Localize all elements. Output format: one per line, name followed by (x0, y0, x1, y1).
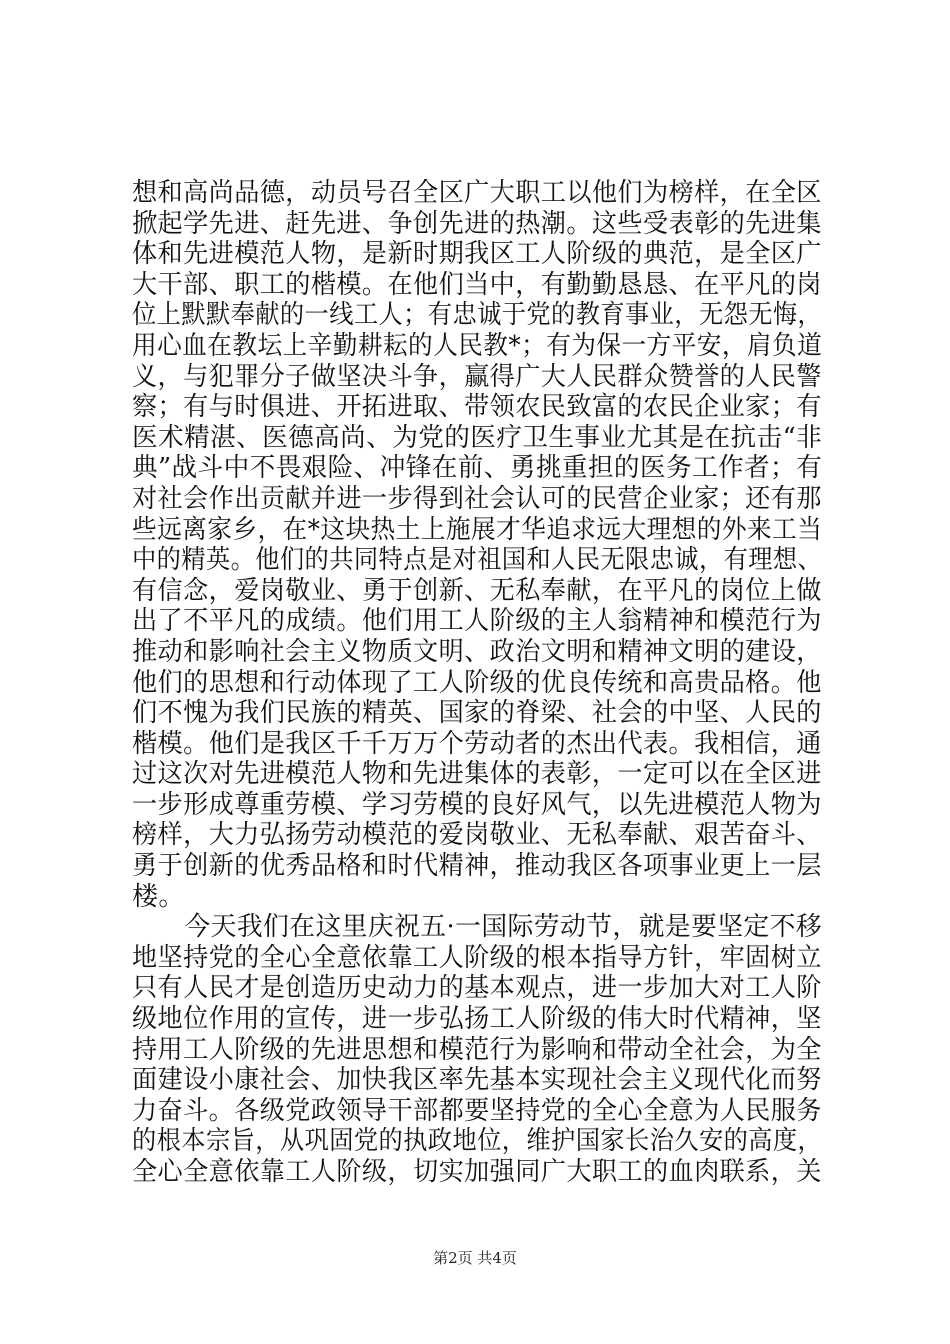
text-line: 些远离家乡，在*这块热土上施展才华追求远大理想的外来工当 (132, 514, 823, 545)
text-line: 他们的思想和行动体现了工人阶级的优良传统和高贵品格。他 (132, 667, 822, 698)
text-line: 察；有与时俱进、开拓进取、带领农民致富的农民企业家；有 (132, 392, 822, 423)
text-line: 过这次对先进模范人物和先进集体的表彰，一定可以在全区进 (132, 759, 822, 790)
text-line: 地坚持党的全心全意依靠工人阶级的根本指导方针，牢固树立 (132, 942, 822, 973)
page-footer: 第2页 共4页 (433, 1249, 517, 1267)
text-line: 想和高尚品德，动员号召全区广大职工以他们为榜样，在全区 (132, 178, 822, 208)
text-line: 义，与犯罪分子做坚决斗争，赢得广大人民群众赞誉的人民警 (132, 361, 822, 392)
text-line: 大干部、职工的楷模。在他们当中，有勤勤恳恳、在平凡的岗 (132, 269, 822, 300)
text-line: 力奋斗。各级党政领导干部都要坚持党的全心全意为人民服务 (132, 1095, 822, 1126)
text-line: 典”战斗中不畏艰险、冲锋在前、勇挑重担的医务工作者；有 (132, 453, 823, 484)
text-line: 用心血在教坛上辛勤耕耘的人民教*；有为保一方平安，肩负道 (132, 330, 823, 361)
text-line: 们不愧为我们民族的精英、国家的脊梁、社会的中坚、人民的 (132, 698, 822, 729)
text-line: 掀起学先进、赶先进、争创先进的热潮。这些受表彰的先进集 (132, 208, 822, 239)
text-line: 中的精英。他们的共同特点是对祖国和人民无限忠诚，有理想、 (132, 545, 823, 576)
text-line: 有信念，爱岗敬业、勇于创新、无私奉献，在平凡的岗位上做 (132, 575, 822, 606)
text-line: 今天我们在这里庆祝五·一国际劳动节，就是要坚定不移 (132, 912, 823, 943)
text-line: 推动和影响社会主义物质文明、政治文明和精神文明的建设， (132, 636, 822, 667)
text-line: 持用工人阶级的先进思想和模范行为影响和带动全社会，为全 (132, 1034, 822, 1065)
text-line: 的根本宗旨，从巩固党的执政地位，维护国家长治久安的高度， (132, 1126, 823, 1157)
text-line: 体和先进模范人物，是新时期我区工人阶级的典范，是全区广 (132, 239, 822, 270)
text-line: 勇于创新的优秀品格和时代精神，推动我区各项事业更上一层 (132, 851, 822, 882)
text-line: 位上默默奉献的一线工人；有忠诚于党的教育事业，无怨无悔， (132, 300, 823, 331)
text-line: 只有人民才是创造历史动力的基本观点，进一步加大对工人阶 (132, 973, 822, 1004)
text-line: 级地位作用的宣传，进一步弘扬工人阶级的伟大时代精神，坚 (132, 1004, 822, 1035)
text-line: 全心全意依靠工人阶级，切实加强同广大职工的血肉联系，关 (132, 1157, 822, 1187)
text-line: 一步形成尊重劳模、学习劳模的良好风气，以先进模范人物为 (132, 789, 822, 820)
body-text (132, 178, 822, 1188)
text-line: 对社会作出贡献并进一步得到社会认可的民营企业家；还有那 (132, 483, 822, 514)
text-line: 出了不平凡的成绩。他们用工人阶级的主人翁精神和模范行为 (132, 606, 822, 637)
text-line: 榜样，大力弘扬劳动模范的爱岗敬业、无私奉献、艰苦奋斗、 (132, 820, 822, 851)
text-line: 医术精湛、医德高尚、为党的医疗卫生事业尤其是在抗击“非 (132, 422, 823, 453)
text-line: 楷模。他们是我区千千万万个劳动者的杰出代表。我相信，通 (132, 728, 822, 759)
text-line: 面建设小康社会、加快我区率先基本实现社会主义现代化而努 (132, 1065, 822, 1096)
text-line: 楼。 (132, 881, 185, 912)
